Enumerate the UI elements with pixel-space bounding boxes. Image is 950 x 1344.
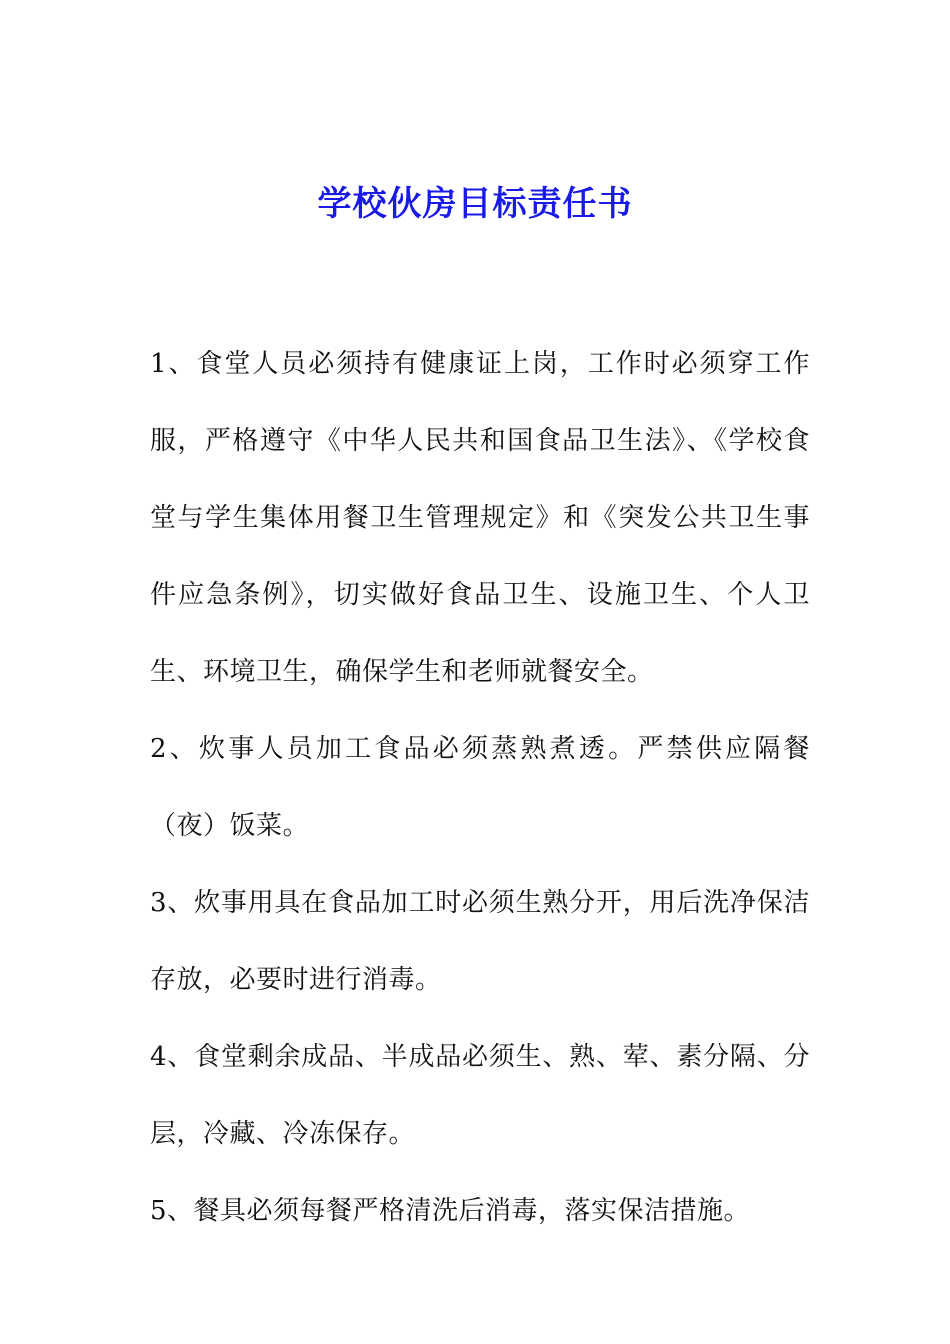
- document-title: 学校伙房目标责任书: [317, 184, 633, 224]
- paragraph-5: 5、餐具必须每餐严格清洗后消毒，落实保洁措施。: [150, 1196, 751, 1226]
- paragraph-4: 4、食堂剩余成品、半成品必须生、熟、荤、素分隔、分层，冷藏、冷冻保存。: [150, 1042, 810, 1149]
- paragraph-2: 2、炊事人员加工食品必须蒸熟煮透。严禁供应隔餐（夜）饭菜。: [150, 734, 810, 841]
- document-body: [150, 326, 810, 1250]
- paragraph-1: 1、食堂人员必须持有健康证上岗，工作时必须穿工作服，严格遵守《中华人民共和国食品卫生法》、《学校食堂与学生集体用餐卫生管理规定》和《突发公共卫生事件应急条例》，切实做好食品卫生、设施卫生、个人卫生、环境卫生，确保学生和老师就餐安全。: [150, 349, 810, 687]
- paragraph-3: 3、炊事用具在食品加工时必须生熟分开，用后洗净保洁存放，必要时进行消毒。: [150, 888, 810, 995]
